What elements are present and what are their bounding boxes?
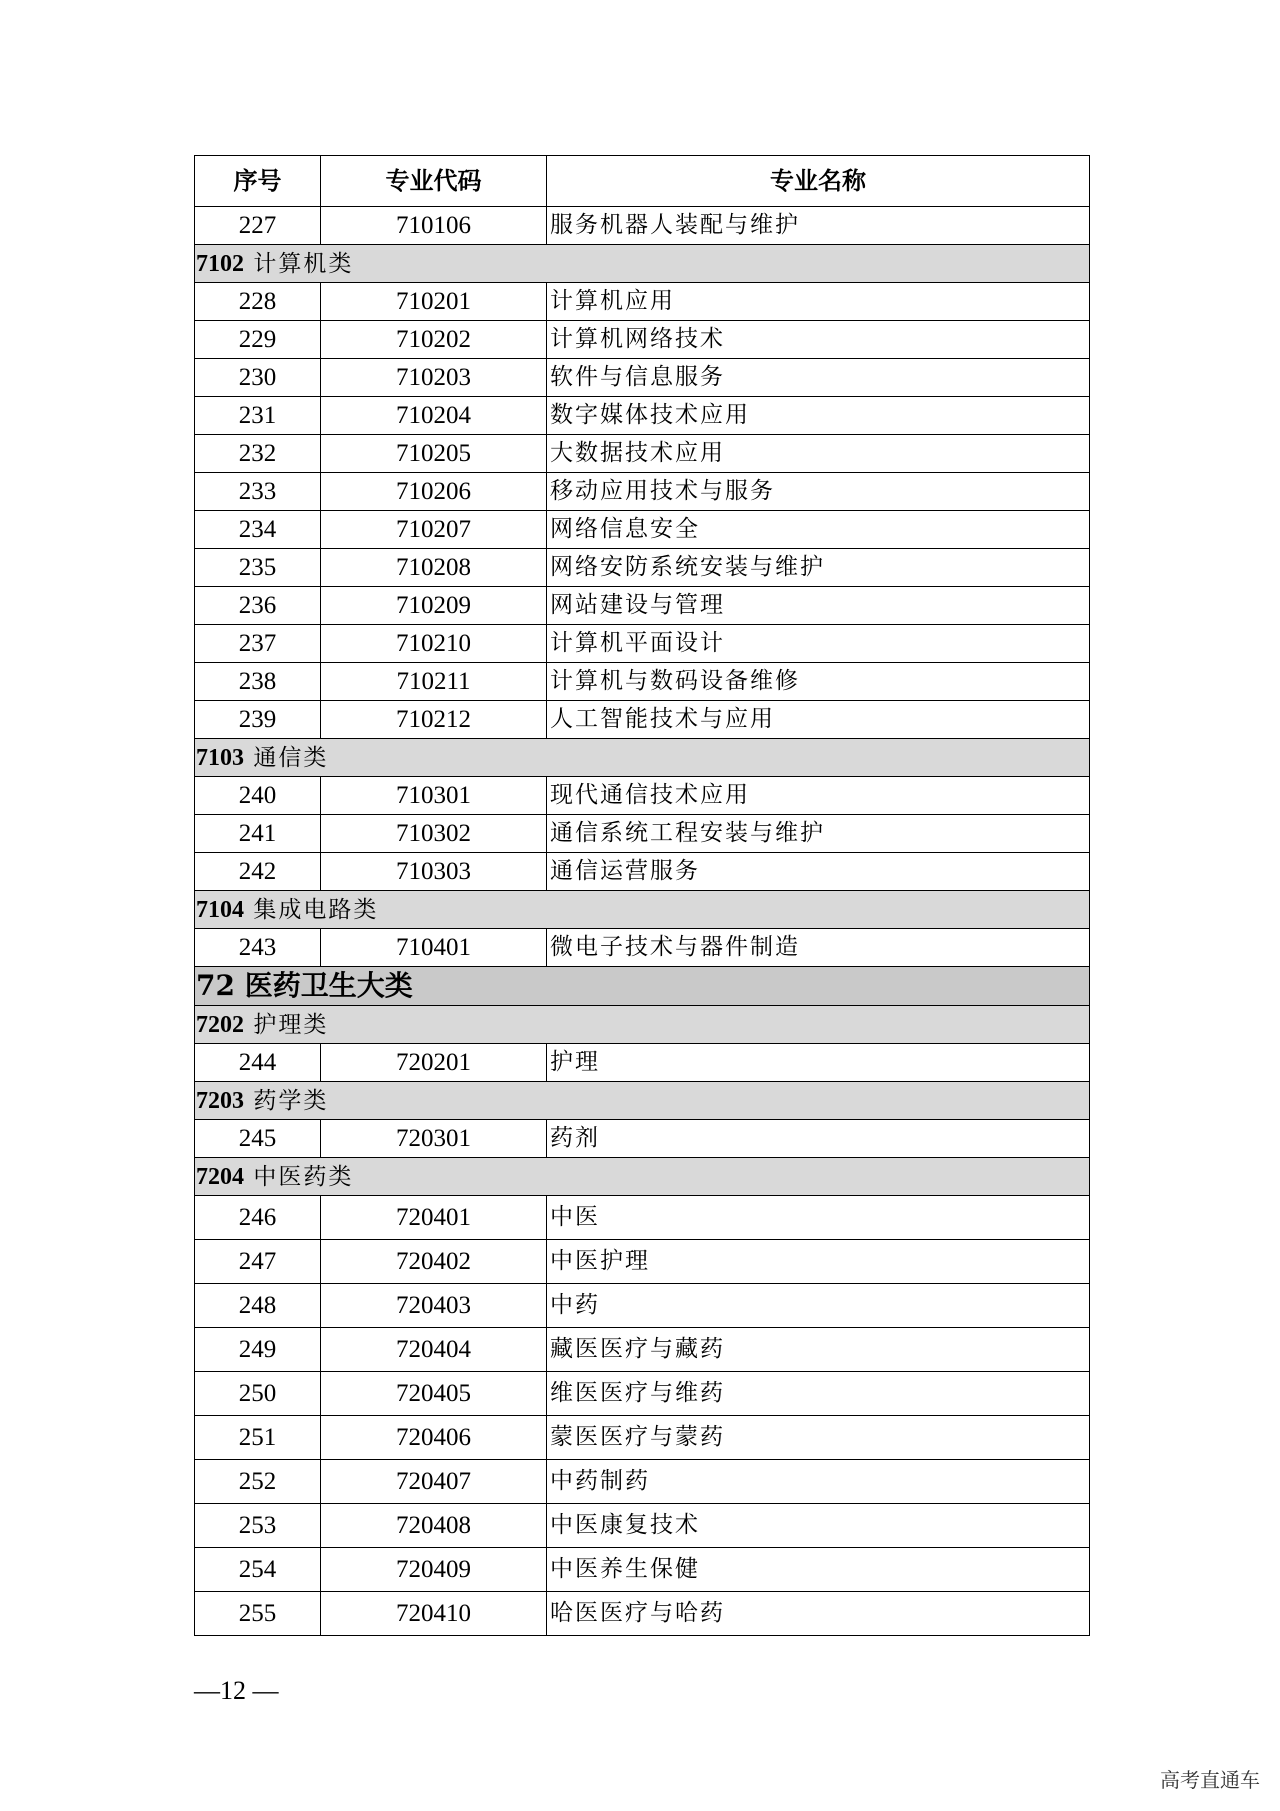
cell-major-code: 710210 xyxy=(321,625,547,663)
category-code: 7104 xyxy=(196,896,244,923)
cell-major-code: 720401 xyxy=(321,1196,547,1240)
table-row xyxy=(195,1372,1090,1416)
page-number: —12 — xyxy=(194,1676,279,1705)
cell-major-code: 710207 xyxy=(321,511,547,549)
cell-major-name: 蒙医医疗与蒙药 xyxy=(547,1416,1090,1460)
category-row xyxy=(195,739,1090,777)
header-major-name: 专业名称 xyxy=(547,156,1090,207)
cell-serial-number: 250 xyxy=(195,1372,321,1416)
table-row xyxy=(195,1416,1090,1460)
table-row xyxy=(195,321,1090,359)
cell-serial-number: 249 xyxy=(195,1328,321,1372)
cell-major-name: 藏医医疗与藏药 xyxy=(547,1328,1090,1372)
cell-major-code: 720406 xyxy=(321,1416,547,1460)
table-row xyxy=(195,853,1090,891)
table-body xyxy=(195,207,1090,1636)
cell-serial-number: 239 xyxy=(195,701,321,739)
cell-major-code: 710206 xyxy=(321,473,547,511)
table-row xyxy=(195,663,1090,701)
major-catalog-table xyxy=(194,155,1090,1636)
cell-major-code: 710302 xyxy=(321,815,547,853)
cell-serial-number: 243 xyxy=(195,929,321,967)
category-row xyxy=(195,245,1090,283)
header-serial-number: 序号 xyxy=(195,156,321,207)
cell-serial-number: 229 xyxy=(195,321,321,359)
cell-serial-number: 244 xyxy=(195,1044,321,1082)
major-category-row xyxy=(195,967,1090,1006)
cell-major-code: 720408 xyxy=(321,1504,547,1548)
cell-serial-number: 227 xyxy=(195,207,321,245)
cell-major-code: 710201 xyxy=(321,283,547,321)
cell-major-name: 中医养生保健 xyxy=(547,1548,1090,1592)
table-row xyxy=(195,1196,1090,1240)
category-label: 药学类 xyxy=(253,1087,329,1114)
cell-major-code: 710204 xyxy=(321,397,547,435)
cell-major-name: 人工智能技术与应用 xyxy=(547,701,1090,739)
table-row xyxy=(195,625,1090,663)
cell-major-name: 移动应用技术与服务 xyxy=(547,473,1090,511)
cell-major-name: 哈医医疗与哈药 xyxy=(547,1592,1090,1636)
table-row xyxy=(195,1284,1090,1328)
table-row xyxy=(195,359,1090,397)
watermark-text: 高考直通车 xyxy=(1160,1768,1260,1792)
table-row xyxy=(195,511,1090,549)
header-major-code: 专业代码 xyxy=(321,156,547,207)
table-row xyxy=(195,777,1090,815)
table-row xyxy=(195,283,1090,321)
table-row xyxy=(195,1504,1090,1548)
cell-serial-number: 255 xyxy=(195,1592,321,1636)
table-row xyxy=(195,1548,1090,1592)
cell-major-name: 中医康复技术 xyxy=(547,1504,1090,1548)
cell-major-name: 护理 xyxy=(547,1044,1090,1082)
cell-major-name: 中药制药 xyxy=(547,1460,1090,1504)
cell-major-code: 720407 xyxy=(321,1460,547,1504)
cell-major-code: 710203 xyxy=(321,359,547,397)
cell-major-code: 710303 xyxy=(321,853,547,891)
cell-major-name: 现代通信技术应用 xyxy=(547,777,1090,815)
cell-major-code: 720402 xyxy=(321,1240,547,1284)
cell-serial-number: 245 xyxy=(195,1120,321,1158)
cell-major-name: 维医医疗与维药 xyxy=(547,1372,1090,1416)
category-label: 集成电路类 xyxy=(253,896,379,923)
cell-major-name: 服务机器人装配与维护 xyxy=(547,207,1090,245)
cell-major-name: 药剂 xyxy=(547,1120,1090,1158)
cell-major-name: 中医护理 xyxy=(547,1240,1090,1284)
cell-serial-number: 228 xyxy=(195,283,321,321)
cell-serial-number: 231 xyxy=(195,397,321,435)
cell-major-code: 710106 xyxy=(321,207,547,245)
category-row xyxy=(195,1006,1090,1044)
cell-major-code: 720201 xyxy=(321,1044,547,1082)
cell-major-code: 720301 xyxy=(321,1120,547,1158)
category-code: 7103 xyxy=(196,744,244,771)
cell-major-code: 720404 xyxy=(321,1328,547,1372)
category-label: 中医药类 xyxy=(253,1163,354,1190)
cell-serial-number: 240 xyxy=(195,777,321,815)
cell-major-name: 网络安防系统安装与维护 xyxy=(547,549,1090,587)
cell-major-name: 数字媒体技术应用 xyxy=(547,397,1090,435)
cell-serial-number: 233 xyxy=(195,473,321,511)
cell-major-name: 大数据技术应用 xyxy=(547,435,1090,473)
category-label: 计算机类 xyxy=(253,250,354,277)
cell-major-code: 720409 xyxy=(321,1548,547,1592)
category-row xyxy=(195,1082,1090,1120)
cell-major-code: 710205 xyxy=(321,435,547,473)
major-category-label: 72 医药卫生大类 xyxy=(195,967,1090,1006)
cell-major-code: 720403 xyxy=(321,1284,547,1328)
cell-serial-number: 237 xyxy=(195,625,321,663)
cell-major-name: 计算机与数码设备维修 xyxy=(547,663,1090,701)
cell-serial-number: 236 xyxy=(195,587,321,625)
category-cell xyxy=(195,891,1090,929)
category-cell xyxy=(195,1158,1090,1196)
cell-serial-number: 254 xyxy=(195,1548,321,1592)
cell-major-name: 计算机平面设计 xyxy=(547,625,1090,663)
cell-serial-number: 230 xyxy=(195,359,321,397)
cell-major-name: 软件与信息服务 xyxy=(547,359,1090,397)
category-code: 7102 xyxy=(196,250,244,277)
category-row xyxy=(195,1158,1090,1196)
table-row xyxy=(195,1328,1090,1372)
cell-serial-number: 235 xyxy=(195,549,321,587)
cell-major-name: 计算机网络技术 xyxy=(547,321,1090,359)
table-row xyxy=(195,1592,1090,1636)
cell-major-name: 通信系统工程安装与维护 xyxy=(547,815,1090,853)
cell-major-code: 710209 xyxy=(321,587,547,625)
table-row xyxy=(195,1460,1090,1504)
cell-major-name: 网络信息安全 xyxy=(547,511,1090,549)
cell-serial-number: 232 xyxy=(195,435,321,473)
cell-serial-number: 238 xyxy=(195,663,321,701)
category-cell xyxy=(195,1006,1090,1044)
cell-major-code: 720405 xyxy=(321,1372,547,1416)
cell-major-code: 710401 xyxy=(321,929,547,967)
cell-serial-number: 242 xyxy=(195,853,321,891)
category-code: 7202 xyxy=(196,1011,244,1038)
table-row xyxy=(195,473,1090,511)
table-header xyxy=(195,156,1090,207)
category-code: 7204 xyxy=(196,1163,244,1190)
table-row xyxy=(195,929,1090,967)
category-row xyxy=(195,891,1090,929)
cell-major-name: 中药 xyxy=(547,1284,1090,1328)
cell-serial-number: 248 xyxy=(195,1284,321,1328)
cell-major-code: 710208 xyxy=(321,549,547,587)
cell-serial-number: 252 xyxy=(195,1460,321,1504)
category-cell xyxy=(195,245,1090,283)
table-row xyxy=(195,815,1090,853)
cell-major-name: 计算机应用 xyxy=(547,283,1090,321)
cell-major-code: 710212 xyxy=(321,701,547,739)
major-catalog-table-wrap xyxy=(194,155,1089,1636)
table-row xyxy=(195,701,1090,739)
table-row xyxy=(195,207,1090,245)
table-row xyxy=(195,549,1090,587)
category-label: 通信类 xyxy=(253,744,329,771)
cell-serial-number: 246 xyxy=(195,1196,321,1240)
cell-serial-number: 253 xyxy=(195,1504,321,1548)
cell-serial-number: 241 xyxy=(195,815,321,853)
cell-major-name: 中医 xyxy=(547,1196,1090,1240)
table-row xyxy=(195,435,1090,473)
cell-serial-number: 234 xyxy=(195,511,321,549)
cell-major-name: 通信运营服务 xyxy=(547,853,1090,891)
category-label: 护理类 xyxy=(253,1011,329,1038)
category-cell xyxy=(195,739,1090,777)
cell-major-name: 网站建设与管理 xyxy=(547,587,1090,625)
cell-serial-number: 247 xyxy=(195,1240,321,1284)
cell-major-code: 710301 xyxy=(321,777,547,815)
table-row xyxy=(195,1240,1090,1284)
table-row xyxy=(195,397,1090,435)
cell-major-code: 710202 xyxy=(321,321,547,359)
category-cell xyxy=(195,1082,1090,1120)
table-row xyxy=(195,1044,1090,1082)
table-row xyxy=(195,587,1090,625)
category-code: 7203 xyxy=(196,1087,244,1114)
table-row xyxy=(195,1120,1090,1158)
cell-major-name: 微电子技术与器件制造 xyxy=(547,929,1090,967)
cell-major-code: 720410 xyxy=(321,1592,547,1636)
cell-major-code: 710211 xyxy=(321,663,547,701)
cell-serial-number: 251 xyxy=(195,1416,321,1460)
